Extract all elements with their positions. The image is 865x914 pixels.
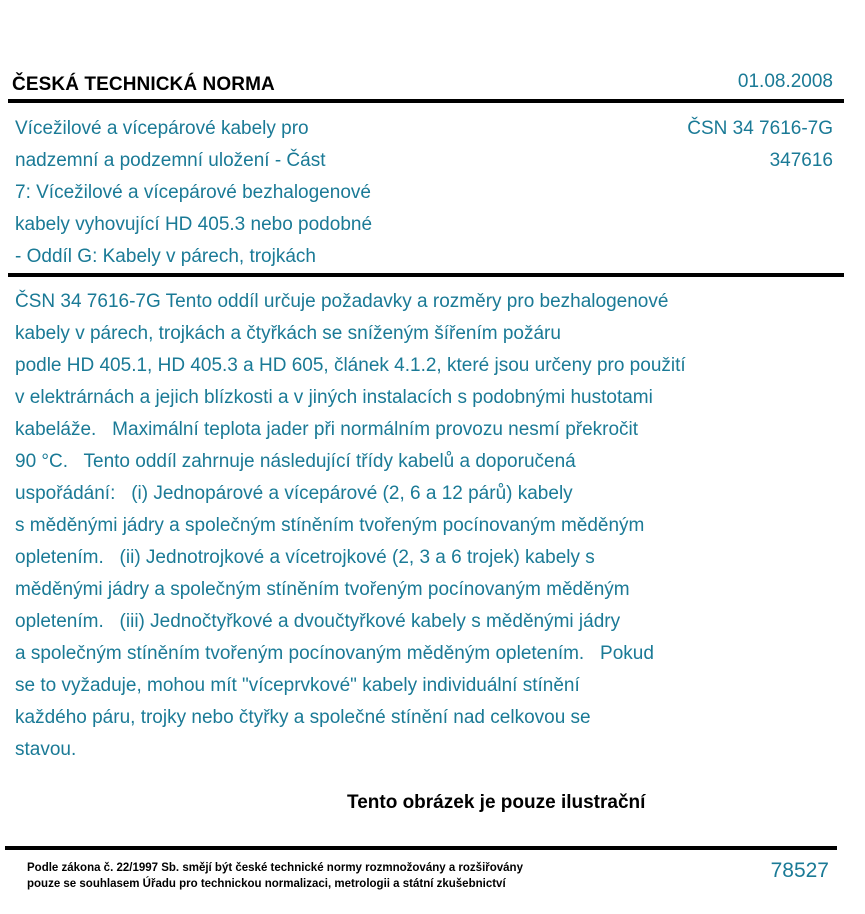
abstract-line: ČSN 34 7616-7G Tento oddíl určuje požadavky a rozměry pro bezhalogenové [15, 291, 669, 312]
header-divider [8, 99, 844, 103]
standard-abstract [15, 286, 790, 766]
standard-title-line: - Oddíl G: Kabely v párech, trojkách [15, 246, 316, 267]
abstract-line: a společným stíněním tvořeným pocínovaným měděným opletením. Pokud [15, 643, 654, 664]
abstract-line: 90 °C. Tento oddíl zahrnuje následující třídy kabelů a doporučená [15, 451, 576, 472]
abstract-line: opletením. (ii) Jednotrojkové a vícetrojkové (2, 3 a 6 trojek) kabely s [15, 547, 595, 568]
abstract-line: kabeláže. Maximální teplota jader při normálním provozu nesmí překročit [15, 419, 639, 440]
abstract-line: podle HD 405.1, HD 405.3 a HD 605, článek 4.1.2, které jsou určeny pro použití [15, 355, 686, 376]
standard-title-line: kabely vyhovující HD 405.3 nebo podobné [15, 214, 373, 235]
standard-title-line: Vícežilové a vícepárové kabely pro [15, 118, 309, 139]
standard-title [15, 113, 435, 273]
standard-identifiers [687, 113, 833, 177]
standard-title-line: 7: Vícežilové a vícepárové bezhalogenové [15, 182, 371, 203]
abstract-line: uspořádání: (i) Jednopárové a vícepárové (2, 6 a 12 párů) kabely [15, 483, 573, 504]
abstract-line: se to vyžaduje, mohou mít "víceprvkové" kabely individuální stínění [15, 675, 580, 696]
copyright-line: Podle zákona č. 22/1997 Sb. smějí být české technické normy rozmnožovány a rozšiřovány [27, 862, 523, 874]
abstract-line: kabely v párech, trojkách a čtyřkách se sníženým šířením požáru [15, 323, 561, 344]
illustration-note: Tento obrázek je pouze ilustrační [347, 792, 646, 813]
class-number: 347616 [769, 150, 833, 171]
abstract-line: v elektrárnách a jejich blízkosti a v jiných instalacích s podobnými hustotami [15, 387, 653, 408]
standard-title-line: nadzemní a podzemní uložení - Část [15, 150, 326, 171]
catalog-number: 78527 [770, 859, 829, 882]
abstract-line: stavou. [15, 739, 77, 760]
standard-code: ČSN 34 7616-7G [687, 118, 833, 139]
publication-date: 01.08.2008 [737, 71, 833, 92]
abstract-line: s měděnými jádry a společným stíněním tvořeným pocínovaným měděným [15, 515, 645, 536]
document-header-title: ČESKÁ TECHNICKÁ NORMA [12, 74, 275, 95]
abstract-line: každého páru, trojky nebo čtyřky a společné stínění nad celkovou se [15, 707, 591, 728]
footer-divider [5, 846, 837, 850]
copyright-line: pouze se souhlasem Úřadu pro technickou normalizaci, metrologii a státní zkušebnictví [27, 878, 506, 890]
title-divider [8, 273, 844, 277]
abstract-line: měděnými jádry a společným stíněním tvořeným pocínovaným měděným [15, 579, 630, 600]
abstract-line: opletením. (iii) Jednočtyřkové a dvoučtyřkové kabely s měděnými jádry [15, 611, 621, 632]
copyright-notice [27, 860, 523, 892]
